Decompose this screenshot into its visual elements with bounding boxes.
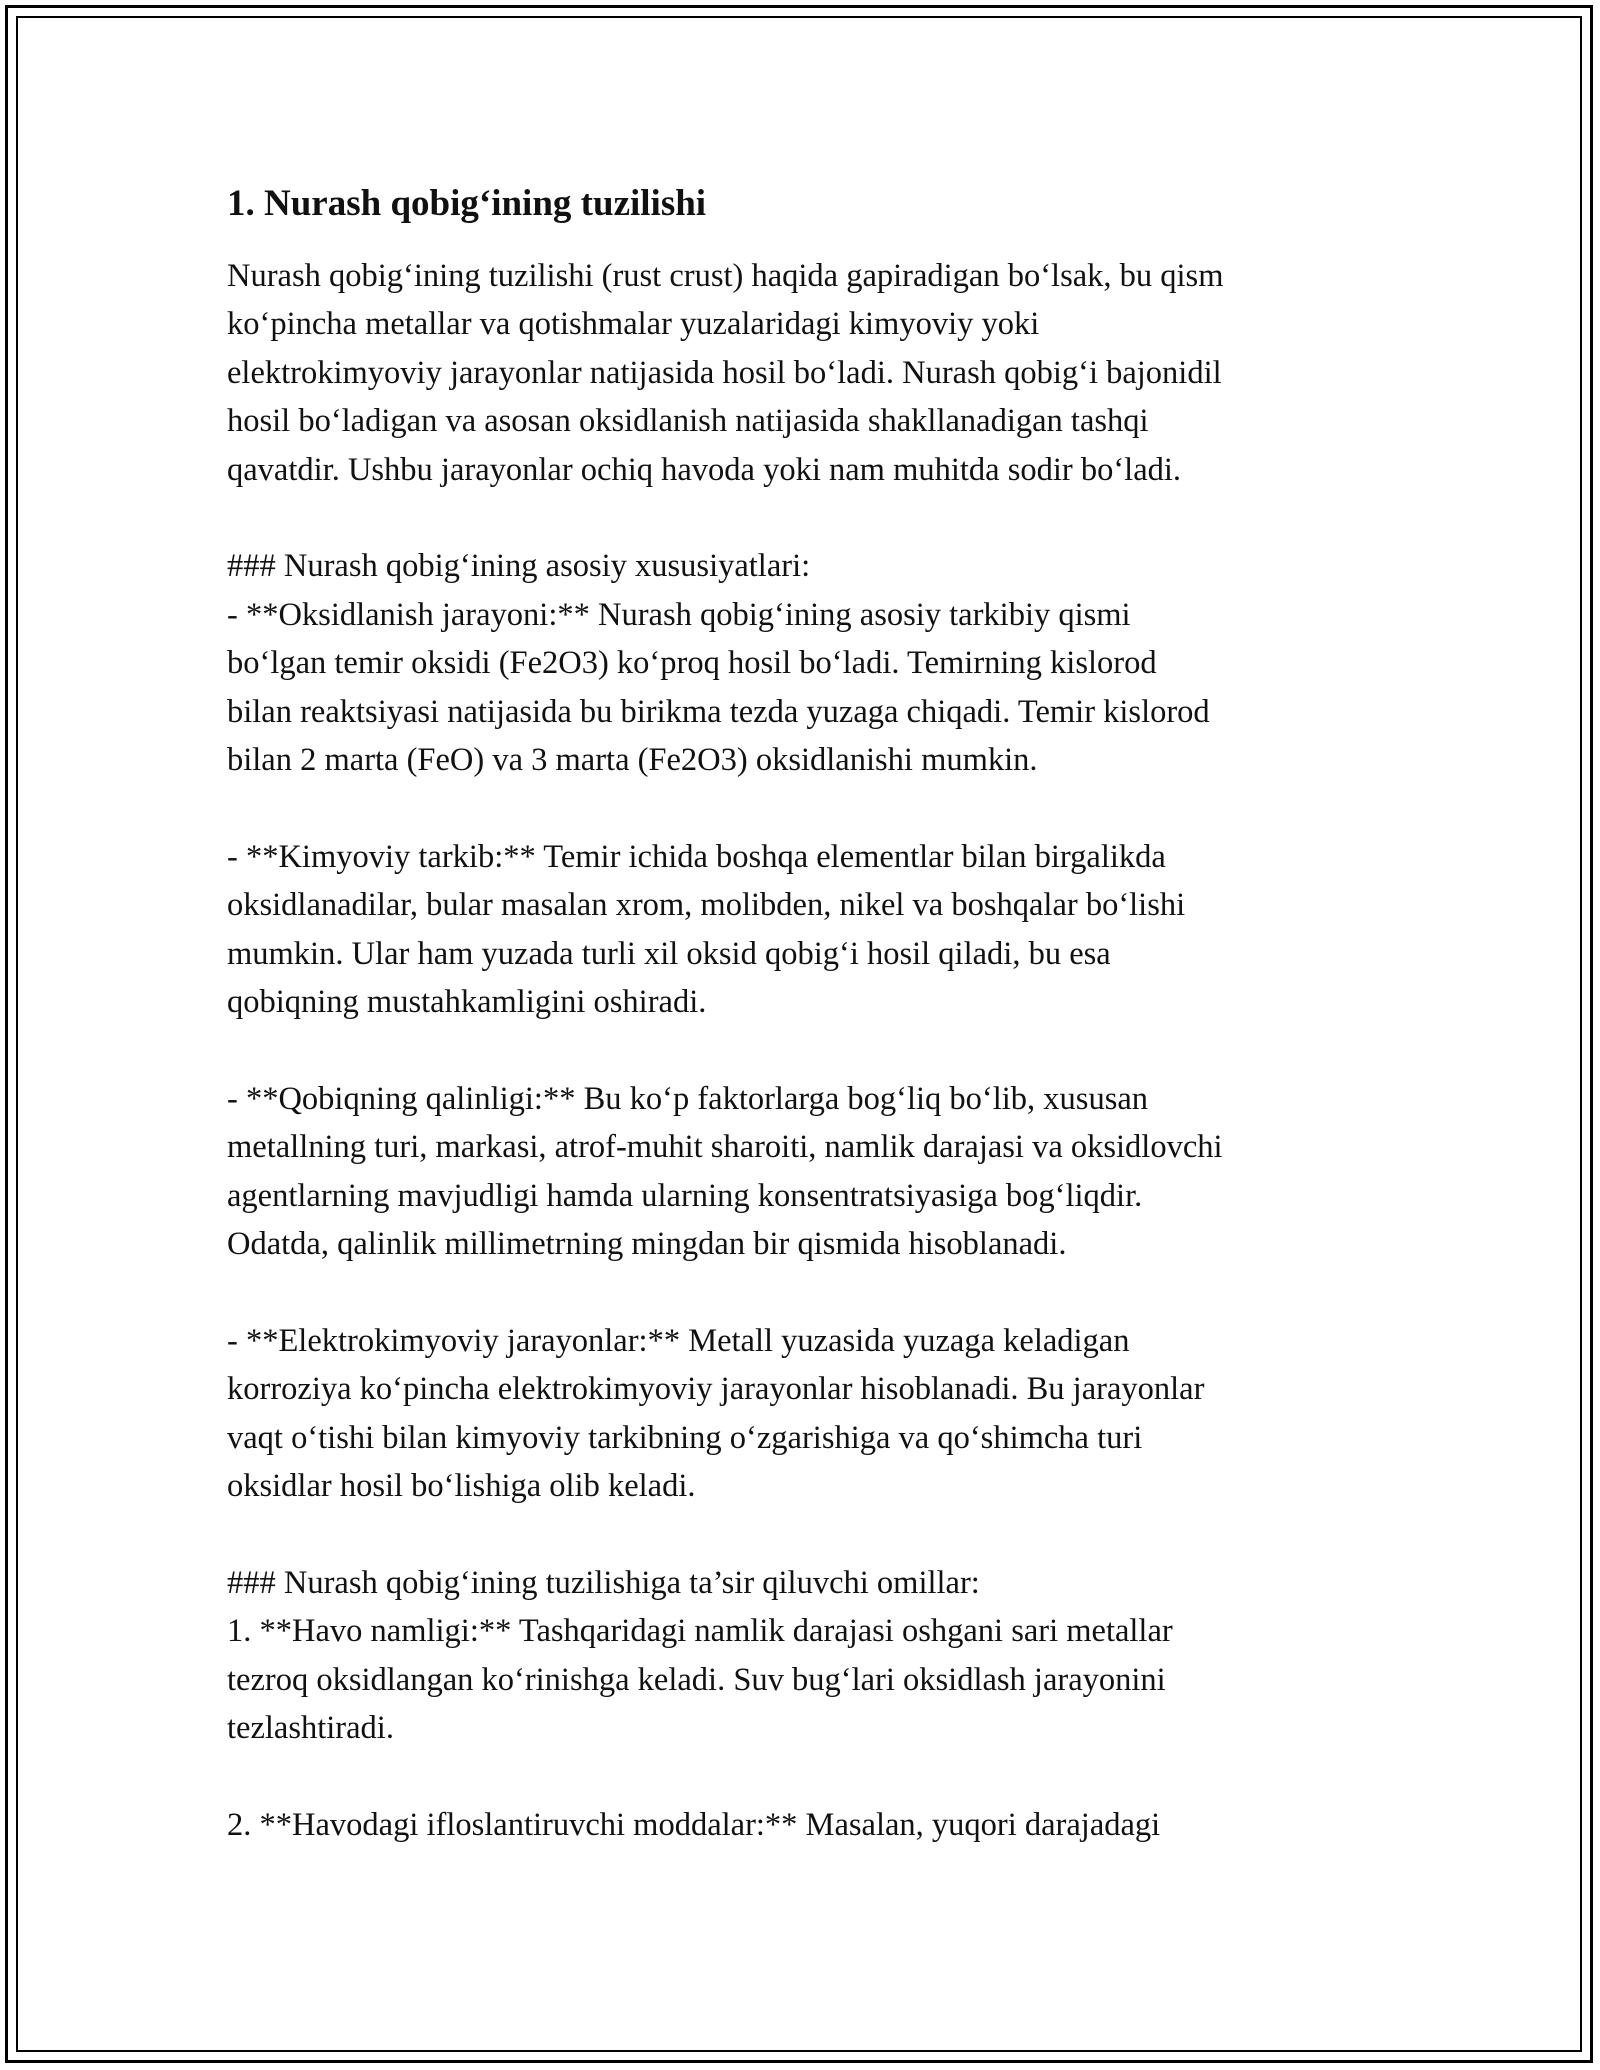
text-line: elektrokimyoviy jarayonlar natijasida hosil bo‘ladi. Nurash qobig‘i bajonidil xyxy=(227,354,1222,391)
text-line: tezlashtiradi. xyxy=(227,1710,394,1747)
paragraph-gap xyxy=(227,1753,1377,1801)
text-line: hosil bo‘ladigan va asosan oksidlanish natijasida shakllanadigan tashqi xyxy=(227,403,1149,440)
text-line: qavatdir. Ushbu jarayonlar ochiq havoda yoki nam muhitda sodir bo‘ladi. xyxy=(227,451,1182,488)
section-heading: 1. Nurash qobig‘ining tuzilishi xyxy=(227,183,707,224)
paragraph-factors xyxy=(227,1559,1377,1753)
text-line: oksidlanadilar, bular masalan xrom, molibden, nikel va boshqalar bo‘lishi xyxy=(227,887,1186,924)
text-line: bo‘lgan temir oksidi (Fe2O3) ko‘proq hosil bo‘ladi. Temirning kislorod xyxy=(227,645,1157,682)
text-line: - **Oksidlanish jarayoni:** Nurash qobig‘ining asosiy tarkibiy qismi xyxy=(227,596,1131,633)
paragraph-thickness xyxy=(227,1075,1377,1269)
paragraph-oxidation xyxy=(227,542,1377,784)
subheading-line: ### Nurash qobig‘ining asosiy xususiyatlari: xyxy=(227,548,811,585)
text-line: tezroq oksidlangan ko‘rinishga keladi. Suv bug‘lari oksidlash jarayonini xyxy=(227,1661,1166,1698)
paragraph-gap xyxy=(227,784,1377,832)
paragraph-gap xyxy=(227,1268,1377,1316)
text-line: bilan reaktsiyasi natijasida bu birikma tezda yuzaga chiqadi. Temir kislorod xyxy=(227,693,1210,730)
paragraph-pollutants xyxy=(227,1801,1377,1849)
text-line: - **Qobiqning qalinligi:** Bu ko‘p faktorlarga bog‘liq bo‘lib, xususan xyxy=(227,1080,1149,1117)
text-line: ko‘pincha metallar va qotishmalar yuzalaridagi kimyoviy yoki xyxy=(227,306,1040,343)
paragraph-gap xyxy=(227,494,1377,542)
text-line: qobiqning mustahkamligini oshiradi. xyxy=(227,984,707,1021)
document-body xyxy=(227,180,1377,1849)
paragraph-gap xyxy=(227,1026,1377,1074)
text-line: agentlarning mavjudligi hamda ularning konsentratsiyasiga bog‘liqdir. xyxy=(227,1177,1143,1214)
text-line: - **Elektrokimyoviy jarayonlar:** Metall yuzasida yuzaga keladigan xyxy=(227,1322,1130,1359)
paragraph-intro xyxy=(227,252,1377,494)
text-line: mumkin. Ular ham yuzada turli xil oksid qobig‘i hosil qiladi, bu esa xyxy=(227,935,1111,972)
text-line: metallning turi, markasi, atrof-muhit sharoiti, namlik darajasi va oksidlovchi xyxy=(227,1129,1223,1166)
text-line: Nurash qobig‘ining tuzilishi (rust crust) haqida gapiradigan bo‘lsak, bu qism xyxy=(227,258,1224,294)
text-line: 1. **Havo namligi:** Tashqaridagi namlik darajasi oshgani sari metallar xyxy=(227,1613,1173,1650)
text-line: Odatda, qalinlik millimetrning mingdan bir qismida hisoblanadi. xyxy=(227,1226,1067,1263)
paragraph-gap xyxy=(227,1511,1377,1559)
text-line: vaqt o‘tishi bilan kimyoviy tarkibning o‘zgarishiga va qo‘shimcha turi xyxy=(227,1419,1143,1456)
paragraph-electrochemical xyxy=(227,1317,1377,1511)
text-line: 2. **Havodagi ifloslantiruvchi moddalar:** Masalan, yuqori darajadagi xyxy=(227,1806,1161,1843)
subheading-line: ### Nurash qobig‘ining tuzilishiga ta’sir qiluvchi omillar: xyxy=(227,1564,980,1601)
text-line: - **Kimyoviy tarkib:** Temir ichida boshqa elementlar bilan birgalikda xyxy=(227,838,1166,875)
text-line: oksidlar hosil bo‘lishiga olib keladi. xyxy=(227,1468,696,1505)
text-line: bilan 2 marta (FeO) va 3 marta (Fe2O3) oksidlanishi mumkin. xyxy=(227,742,1038,779)
paragraph-chemical-composition xyxy=(227,833,1377,1027)
text-line: korroziya ko‘pincha elektrokimyoviy jarayonlar hisoblanadi. Bu jarayonlar xyxy=(227,1371,1205,1408)
